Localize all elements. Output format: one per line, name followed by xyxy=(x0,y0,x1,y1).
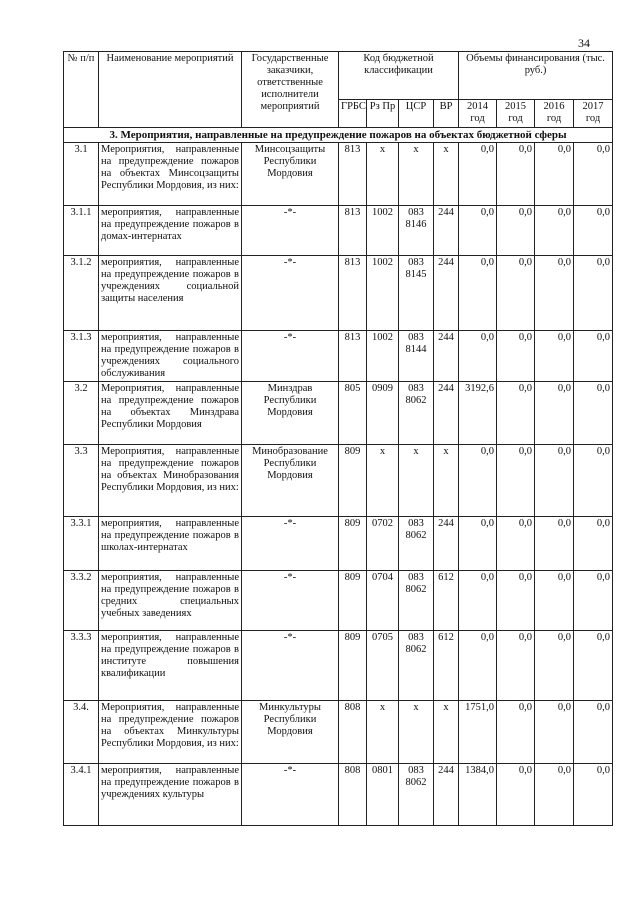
row-vr: 244 xyxy=(434,517,459,571)
row-vr: х xyxy=(434,701,459,764)
row-name: мероприятия, направленные на предупреждение пожаров в учреждениях социальной защиты населения xyxy=(99,256,242,331)
row-value-2017: 0,0 xyxy=(574,331,613,382)
row-customer: -*- xyxy=(242,764,339,826)
activities-table xyxy=(63,51,613,826)
row-value-2015: 0,0 xyxy=(497,143,535,206)
row-rzpr: 0702 xyxy=(367,517,399,571)
row-value-2015: 0,0 xyxy=(497,256,535,331)
row-vr: х xyxy=(434,143,459,206)
row-number: 3.3.3 xyxy=(64,631,99,701)
table-row xyxy=(64,701,613,764)
row-value-2016: 0,0 xyxy=(535,701,574,764)
header-fin-group: Объемы финансирования (тыс. руб.) xyxy=(459,52,613,100)
row-value-2014: 0,0 xyxy=(459,631,497,701)
row-value-2016: 0,0 xyxy=(535,143,574,206)
row-value-2015: 0,0 xyxy=(497,631,535,701)
row-value-2017: 0,0 xyxy=(574,631,613,701)
table-row xyxy=(64,382,613,445)
row-vr: 244 xyxy=(434,206,459,256)
row-value-2016: 0,0 xyxy=(535,571,574,631)
row-rzpr: х xyxy=(367,445,399,517)
row-grbs: 813 xyxy=(339,206,367,256)
row-csr: 083 8062 xyxy=(399,764,434,826)
row-number: 3.3 xyxy=(64,445,99,517)
row-value-2017: 0,0 xyxy=(574,382,613,445)
table-row xyxy=(64,206,613,256)
row-number: 3.1 xyxy=(64,143,99,206)
row-customer: Минсоцзащиты Республики Мордовия xyxy=(242,143,339,206)
row-rzpr: 0801 xyxy=(367,764,399,826)
row-grbs: 808 xyxy=(339,701,367,764)
row-number: 3.1.1 xyxy=(64,206,99,256)
row-rzpr: 1002 xyxy=(367,206,399,256)
row-number: 3.3.1 xyxy=(64,517,99,571)
header-num: № п/п xyxy=(64,52,99,128)
row-vr: 244 xyxy=(434,256,459,331)
row-rzpr: х xyxy=(367,143,399,206)
table-row xyxy=(64,517,613,571)
row-rzpr: 0909 xyxy=(367,382,399,445)
row-csr: 083 8146 xyxy=(399,206,434,256)
row-value-2014: 0,0 xyxy=(459,571,497,631)
row-value-2016: 0,0 xyxy=(535,256,574,331)
row-value-2015: 0,0 xyxy=(497,331,535,382)
row-csr: 083 8062 xyxy=(399,571,434,631)
row-rzpr: 1002 xyxy=(367,256,399,331)
row-number: 3.2 xyxy=(64,382,99,445)
row-vr: 244 xyxy=(434,382,459,445)
header-rzpr: Рз Пр xyxy=(367,100,399,128)
table-row xyxy=(64,143,613,206)
row-value-2014: 0,0 xyxy=(459,206,497,256)
row-value-2017: 0,0 xyxy=(574,571,613,631)
row-grbs: 809 xyxy=(339,445,367,517)
row-value-2015: 0,0 xyxy=(497,571,535,631)
table-row xyxy=(64,256,613,331)
row-value-2016: 0,0 xyxy=(535,764,574,826)
row-grbs: 809 xyxy=(339,571,367,631)
header-csr: ЦСР xyxy=(399,100,434,128)
table-row xyxy=(64,571,613,631)
row-vr: 612 xyxy=(434,631,459,701)
row-rzpr: 1002 xyxy=(367,331,399,382)
row-rzpr: х xyxy=(367,701,399,764)
row-value-2017: 0,0 xyxy=(574,143,613,206)
header-year-2016: 2016 год xyxy=(535,100,574,128)
row-value-2016: 0,0 xyxy=(535,631,574,701)
row-name: мероприятия, направленные на предупреждение пожаров в институте повышения квалификации xyxy=(99,631,242,701)
row-value-2014: 0,0 xyxy=(459,331,497,382)
header-code-group: Код бюджетной классификации xyxy=(339,52,459,100)
row-value-2014: 0,0 xyxy=(459,445,497,517)
row-value-2014: 1384,0 xyxy=(459,764,497,826)
row-csr: х xyxy=(399,143,434,206)
row-value-2016: 0,0 xyxy=(535,331,574,382)
row-csr: 083 8062 xyxy=(399,631,434,701)
row-number: 3.3.2 xyxy=(64,571,99,631)
row-value-2014: 3192,6 xyxy=(459,382,497,445)
header-year-2015: 2015 год xyxy=(497,100,535,128)
row-customer: -*- xyxy=(242,571,339,631)
row-value-2014: 0,0 xyxy=(459,143,497,206)
page-number: 34 xyxy=(578,36,590,50)
header-name: Наименование мероприятий xyxy=(99,52,242,128)
row-name: Мероприятия, направленные на предупреждение пожаров на объектах Минобразования Республики Мордовия, из них: xyxy=(99,445,242,517)
table-row xyxy=(64,764,613,826)
row-customer: -*- xyxy=(242,517,339,571)
row-vr: 244 xyxy=(434,764,459,826)
row-grbs: 813 xyxy=(339,331,367,382)
row-value-2016: 0,0 xyxy=(535,517,574,571)
row-name: мероприятия, направленные на предупреждение пожаров в учреждениях культуры xyxy=(99,764,242,826)
row-value-2017: 0,0 xyxy=(574,701,613,764)
row-value-2017: 0,0 xyxy=(574,256,613,331)
row-number: 3.1.2 xyxy=(64,256,99,331)
row-name: Мероприятия, направленные на предупреждение пожаров на объектах Минздрава Республики Мордовия xyxy=(99,382,242,445)
row-rzpr: 0704 xyxy=(367,571,399,631)
row-customer: -*- xyxy=(242,206,339,256)
table-row xyxy=(64,331,613,382)
row-value-2017: 0,0 xyxy=(574,206,613,256)
row-csr: 083 8144 xyxy=(399,331,434,382)
row-value-2017: 0,0 xyxy=(574,517,613,571)
row-customer: Минобразование Республики Мордовия xyxy=(242,445,339,517)
row-vr: 244 xyxy=(434,331,459,382)
row-customer: Минздрав Республики Мордовия xyxy=(242,382,339,445)
row-value-2016: 0,0 xyxy=(535,382,574,445)
row-name: Мероприятия, направленные на предупреждение пожаров на объектах Минсоцзащиты Республики Мордовия, из них: xyxy=(99,143,242,206)
row-grbs: 809 xyxy=(339,517,367,571)
row-value-2016: 0,0 xyxy=(535,206,574,256)
row-csr: х xyxy=(399,701,434,764)
header-grbs: ГРБС xyxy=(339,100,367,128)
row-value-2014: 0,0 xyxy=(459,517,497,571)
row-rzpr: 0705 xyxy=(367,631,399,701)
row-csr: 083 8062 xyxy=(399,517,434,571)
table-row xyxy=(64,445,613,517)
section-title: 3. Мероприятия, направленные на предупреждение пожаров на объектах бюджетной сферы xyxy=(64,128,613,143)
row-vr: 612 xyxy=(434,571,459,631)
header-vr: ВР xyxy=(434,100,459,128)
row-value-2014: 1751,0 xyxy=(459,701,497,764)
row-value-2016: 0,0 xyxy=(535,445,574,517)
row-name: мероприятия, направленные на предупреждение пожаров в школах-интернатах xyxy=(99,517,242,571)
row-value-2015: 0,0 xyxy=(497,701,535,764)
row-number: 3.4.1 xyxy=(64,764,99,826)
row-name: мероприятия, направленные на предупреждение пожаров в средних специальных учебных заведениях xyxy=(99,571,242,631)
row-value-2014: 0,0 xyxy=(459,256,497,331)
row-grbs: 809 xyxy=(339,631,367,701)
row-name: мероприятия, направленные на предупреждение пожаров в домах-интернатах xyxy=(99,206,242,256)
row-customer: Минкультуры Республики Мордовия xyxy=(242,701,339,764)
row-name: мероприятия, направленные на предупреждение пожаров в учреждениях социального обслуживания xyxy=(99,331,242,382)
row-grbs: 805 xyxy=(339,382,367,445)
row-value-2017: 0,0 xyxy=(574,764,613,826)
row-value-2015: 0,0 xyxy=(497,764,535,826)
row-csr: 083 8145 xyxy=(399,256,434,331)
row-grbs: 808 xyxy=(339,764,367,826)
row-csr: х xyxy=(399,445,434,517)
table-row xyxy=(64,631,613,701)
row-value-2015: 0,0 xyxy=(497,206,535,256)
header-year-2017: 2017 год xyxy=(574,100,613,128)
row-vr: х xyxy=(434,445,459,517)
row-customer: -*- xyxy=(242,631,339,701)
row-number: 3.4. xyxy=(64,701,99,764)
header-year-2014: 2014 год xyxy=(459,100,497,128)
row-grbs: 813 xyxy=(339,256,367,331)
row-number: 3.1.3 xyxy=(64,331,99,382)
row-value-2015: 0,0 xyxy=(497,445,535,517)
row-grbs: 813 xyxy=(339,143,367,206)
row-value-2015: 0,0 xyxy=(497,517,535,571)
row-customer: -*- xyxy=(242,331,339,382)
row-value-2015: 0,0 xyxy=(497,382,535,445)
row-value-2017: 0,0 xyxy=(574,445,613,517)
row-name: Мероприятия, направленные на предупреждение пожаров на объектах Минкультуры Республики Мордовия, из них: xyxy=(99,701,242,764)
row-csr: 083 8062 xyxy=(399,382,434,445)
header-customers: Государственные заказчики, ответственные исполнители мероприятий xyxy=(242,52,339,128)
row-customer: -*- xyxy=(242,256,339,331)
